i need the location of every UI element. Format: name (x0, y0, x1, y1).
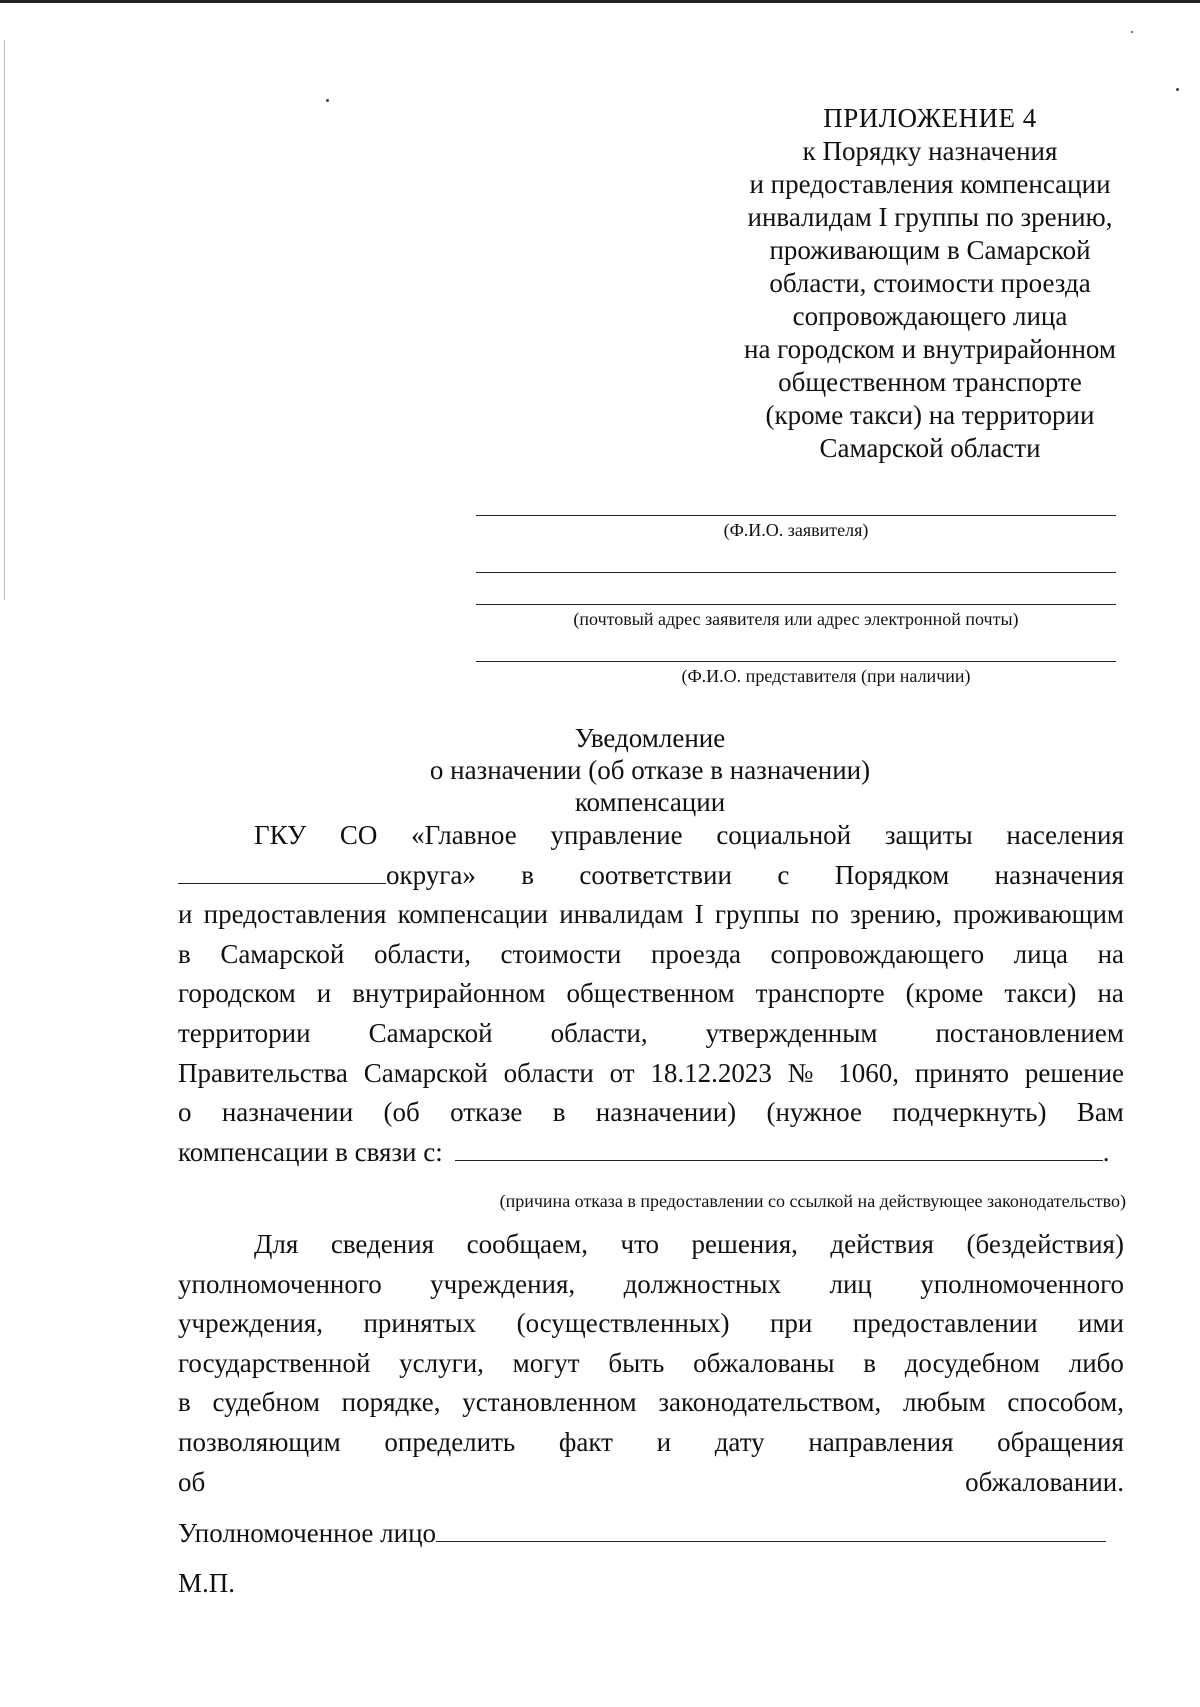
word: что (620, 1229, 660, 1259)
paragraph-line: в судебном порядке, установленном законодательством, любым способом, (178, 1387, 1124, 1418)
word: в (178, 938, 191, 969)
word: либо (1068, 1347, 1124, 1378)
scan-speck (326, 99, 329, 102)
word: ими (1078, 1308, 1124, 1339)
word: услуги, (399, 1347, 484, 1378)
word: социальной (716, 820, 852, 850)
paragraph-line (178, 1344, 1124, 1384)
word: уполномоченного (920, 1268, 1124, 1299)
appendix-line: инвалидам I группы по зрению, (747, 202, 1113, 232)
scan-border-top (0, 0, 1200, 3)
word: сведения (330, 1229, 435, 1259)
word: Самарской (368, 1017, 493, 1048)
reason-prefix: компенсации в связи с: (178, 1136, 443, 1167)
word: городском (178, 978, 296, 1009)
word: «Главное (411, 820, 517, 850)
paragraph-line (178, 974, 1124, 1014)
paragraph-line: Правительства Самарской области от 18.12.2023 № 1060, принято решение (178, 1057, 1124, 1088)
word: факт (558, 1426, 613, 1457)
word: сообщаем, (466, 1229, 588, 1259)
paragraph-line (178, 1093, 1124, 1133)
district-suffix: округа» (386, 859, 476, 890)
paragraph-line (178, 1423, 1124, 1463)
appendix-line: к Порядку назначения (802, 136, 1058, 166)
appendix-line: и предоставления компенсации (749, 169, 1111, 199)
word: сопровождающего (770, 938, 985, 969)
paragraph-line (178, 1304, 1124, 1344)
authorized-person-label: Уполномоченное лицо (178, 1518, 437, 1548)
word: при (769, 1308, 813, 1339)
word: на (1097, 978, 1124, 1009)
word: принятых (363, 1308, 477, 1339)
word: и (316, 978, 332, 1009)
paragraph-line (178, 1133, 1124, 1173)
notice-title (370, 722, 930, 818)
word: соответствии (579, 859, 732, 890)
paragraph-line (178, 856, 1124, 896)
word: учреждения, (430, 1268, 576, 1299)
word: области, (373, 938, 471, 969)
word: (кроме (905, 978, 984, 1009)
authorized-person-field[interactable] (436, 1514, 1106, 1542)
word: уполномоченного (178, 1268, 382, 1299)
word: утвержденным (705, 1017, 878, 1048)
stamp-label: М.П. (178, 1568, 236, 1598)
notice-title-line: компенсации (574, 787, 726, 817)
word: и (656, 1426, 672, 1457)
authorized-row (178, 1508, 1106, 1558)
scan-border-left (4, 40, 5, 600)
applicant-name-caption: (Ф.И.О. заявителя) (723, 520, 869, 540)
paragraph-line (178, 935, 1124, 975)
district-blank-group (178, 856, 476, 896)
word: лица (1013, 938, 1068, 969)
decision-paragraph (178, 816, 1124, 1172)
applicant-address-caption: (почтовый адрес заявителя или адрес электронной почты) (573, 609, 1019, 629)
word: направления (808, 1426, 954, 1457)
word: Порядком (834, 859, 950, 890)
signature-block (178, 1508, 1106, 1608)
representative-name-field[interactable] (476, 661, 1116, 662)
word: ГКУ (254, 820, 307, 850)
appendix-line: общественном транспорте (778, 367, 1082, 397)
reason-end: . (1102, 1136, 1110, 1167)
paragraph-line: и предоставления компенсации инвалидам I группы по зрению, проживающим (178, 899, 1124, 930)
word: (осуществленных) (516, 1308, 730, 1339)
word: транспорте (755, 978, 885, 1009)
appendix-line: сопровождающего лица (792, 301, 1068, 331)
word: назначении (221, 1097, 354, 1128)
word: обжалованы (693, 1347, 835, 1378)
word: отказе (450, 1097, 523, 1128)
paragraph-line: об обжаловании. (178, 1466, 1124, 1497)
appendix-line: области, стоимости проезда (769, 268, 1091, 298)
word: Для (254, 1229, 299, 1259)
word: управление (550, 820, 683, 850)
paragraph-line (178, 1014, 1124, 1054)
word: области, (550, 1017, 648, 1048)
word: подчеркнуть) (892, 1097, 1047, 1128)
appendix-line: (кроме такси) на территории (765, 400, 1095, 430)
paragraph-line (178, 1265, 1124, 1305)
appendix-line: на городском и внутрирайонном (744, 334, 1116, 364)
word: (об (383, 1097, 420, 1128)
applicant-name-field[interactable] (476, 515, 1116, 516)
word: обращения (997, 1426, 1124, 1457)
appendix-title: ПРИЛОЖЕНИЕ 4 (823, 103, 1037, 133)
paragraph-line (178, 1225, 1124, 1265)
word: в (552, 1097, 566, 1128)
word: проезда (650, 938, 741, 969)
word: населения (1006, 820, 1124, 850)
word: быть (608, 1347, 665, 1378)
word: о (178, 1097, 192, 1128)
appendix-line: проживающим в Самарской (769, 235, 1091, 265)
word: СО (339, 820, 378, 850)
word: учреждения, (178, 1308, 324, 1339)
representative-name-caption: (Ф.И.О. представителя (при наличии) (681, 666, 971, 686)
applicant-address-field-2[interactable] (476, 604, 1116, 605)
word: такси) (1004, 978, 1077, 1009)
word: общественном (566, 978, 735, 1009)
word: защиты (884, 820, 973, 850)
word: (бездействия) (966, 1229, 1124, 1259)
scan-speck (1131, 31, 1133, 33)
appeal-paragraph (178, 1225, 1124, 1502)
word: решения, (691, 1229, 798, 1259)
word: стоимости (500, 938, 622, 969)
reason-field[interactable] (455, 1133, 1103, 1161)
word: лиц (829, 1268, 872, 1299)
word: государственной (178, 1347, 371, 1378)
appendix-line: Самарской области (819, 433, 1041, 463)
word: дату (714, 1426, 765, 1457)
paragraph-line (178, 816, 1124, 856)
word: на (1097, 938, 1124, 969)
word: в (863, 1347, 876, 1378)
word: досудебном (904, 1347, 1041, 1378)
word: (нужное (766, 1097, 862, 1128)
notice-title-line: Уведомление (574, 723, 726, 753)
scan-speck (1176, 88, 1179, 91)
reason-caption: (причина отказа в предоставлении со ссылкой на действующее законодательство) (499, 1191, 1126, 1211)
appendix-header (700, 102, 1160, 465)
word: территории (178, 1017, 311, 1048)
word: Самарской (220, 938, 345, 969)
word: в (521, 859, 534, 890)
word: позволяющим (178, 1426, 341, 1457)
word: постановлением (935, 1017, 1124, 1048)
word: предоставлении (852, 1308, 1038, 1339)
word: назначении) (595, 1097, 737, 1128)
notice-title-line: о назначении (об отказе в назначении) (429, 755, 871, 785)
word: определить (384, 1426, 516, 1457)
applicant-address-field-1[interactable] (476, 572, 1116, 573)
word: внутрирайонном (352, 978, 546, 1009)
district-blank-field[interactable] (178, 856, 386, 884)
word: могут (512, 1347, 580, 1378)
word: Вам (1076, 1097, 1124, 1128)
word: должностных (623, 1268, 782, 1299)
word: назначения (994, 859, 1124, 890)
word: с (777, 859, 790, 890)
word: действия (830, 1229, 934, 1259)
